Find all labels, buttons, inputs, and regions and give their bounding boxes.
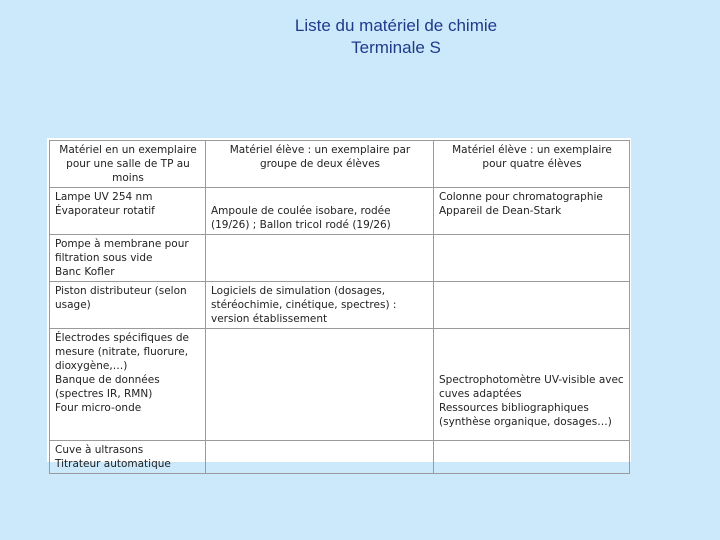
table-cell [206, 441, 434, 474]
material-table-panel [47, 138, 631, 470]
title-line-1: Liste du matériel de chimie [294, 16, 498, 35]
material-table [49, 140, 630, 474]
table-row [50, 282, 630, 329]
table-cell: Pompe à membrane pour filtration sous vide Banc Kofler [50, 235, 206, 282]
table-cell: Colonne pour chromatographie Appareil de Dean-Stark [434, 188, 630, 235]
table-cell: Logiciels de simulation (dosages, stéréochimie, cinétique, spectres) : version établissement [206, 282, 434, 329]
header-quatre-eleves: Matériel élève : un exemplaire pour quatre élèves [434, 141, 630, 188]
header-salle: Matériel en un exemplaire pour une salle de TP au moins [50, 141, 206, 188]
table-cell: Ampoule de coulée isobare, rodée (19/26) ; Ballon tricol rodé (19/26) [206, 188, 434, 235]
page-title [0, 15, 720, 59]
table-cell [206, 329, 434, 441]
table-cell: Spectrophotomètre UV-visible avec cuves adaptées Ressources bibliographiques (synthèse organique, dosages…) [434, 329, 630, 441]
table-cell: Piston distributeur (selon usage) [50, 282, 206, 329]
table-cell: Lampe UV 254 nm Évaporateur rotatif [50, 188, 206, 235]
table-cell [434, 282, 630, 329]
table-row [50, 329, 630, 441]
table-row [50, 188, 630, 235]
table-row [50, 441, 630, 474]
title-line-2: Terminale S [351, 38, 441, 57]
table-cell [434, 441, 630, 474]
table-cell [206, 235, 434, 282]
table-cell: Cuve à ultrasons Titrateur automatique [50, 441, 206, 474]
table-header-row [50, 141, 630, 188]
table-cell [434, 235, 630, 282]
table-cell: Électrodes spécifiques de mesure (nitrate, fluorure, dioxygène,…) Banque de données (spectres IR, RMN) Four micro-onde [50, 329, 206, 441]
header-deux-eleves: Matériel élève : un exemplaire par groupe de deux élèves [206, 141, 434, 188]
table-row [50, 235, 630, 282]
